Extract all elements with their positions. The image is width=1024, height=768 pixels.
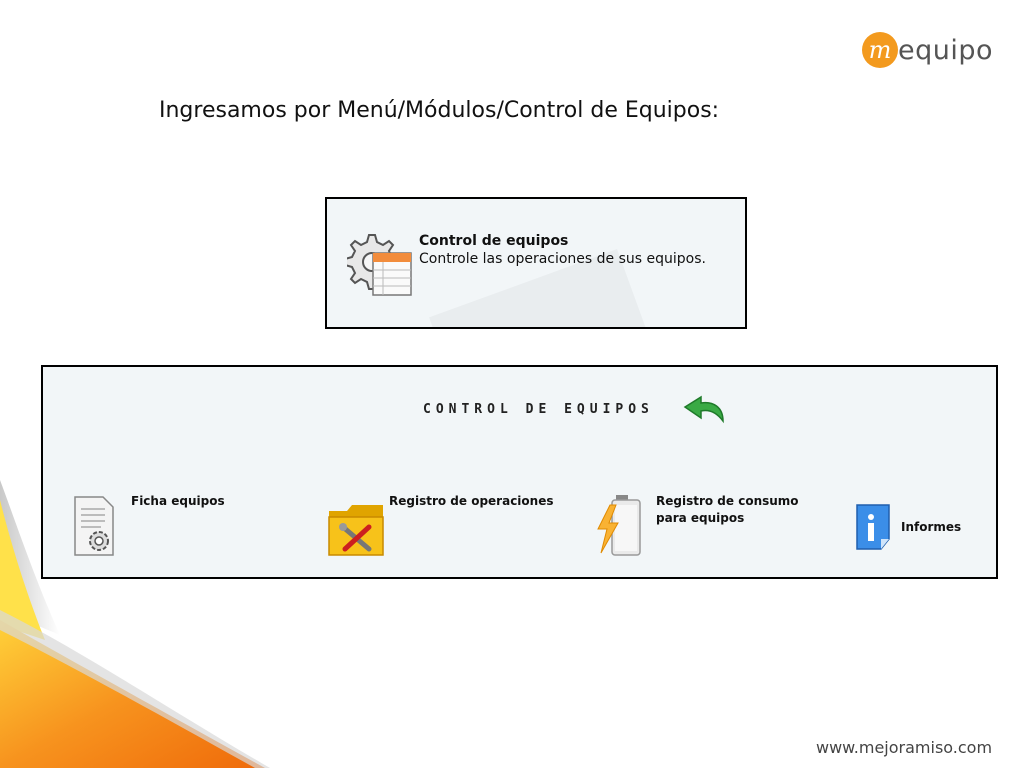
gear-list-icon [347,229,415,299]
page-headline: Ingresamos por Menú/Módulos/Control de Equipos: [159,98,720,123]
info-document-icon [853,501,893,551]
submodule-label[interactable]: Ficha equipos [131,494,225,508]
submodule-registro-operaciones[interactable] [327,491,577,561]
logo-text: equipo [898,34,994,66]
submodule-label[interactable]: Registro de operaciones [389,494,554,508]
submodule-label[interactable]: Informes [901,520,962,534]
submodule-informes[interactable] [853,499,983,555]
logo-mark-icon [860,30,900,70]
submodule-ficha-equipos[interactable] [71,491,271,561]
module-card-control-equipos[interactable] [325,197,747,329]
battery-lightning-icon [596,493,648,557]
module-description: Controle las operaciones de sus equipos. [419,251,706,267]
module-title[interactable]: Control de equipos [419,233,569,249]
panel-title: CONTROL DE EQUIPOS [423,402,654,417]
svg-text:m: m [868,36,892,64]
submodule-registro-consumo[interactable] [596,491,836,561]
footer-url[interactable]: www.mejoramiso.com [816,738,993,757]
back-arrow-icon[interactable] [683,395,729,425]
brand-logo [860,28,993,72]
control-equipos-panel [41,365,998,579]
submodule-label-line2[interactable]: para equipos [656,511,745,525]
submodule-label-line1[interactable]: Registro de consumo [656,494,799,508]
folder-tools-icon [327,497,385,557]
document-gear-icon [71,495,117,557]
